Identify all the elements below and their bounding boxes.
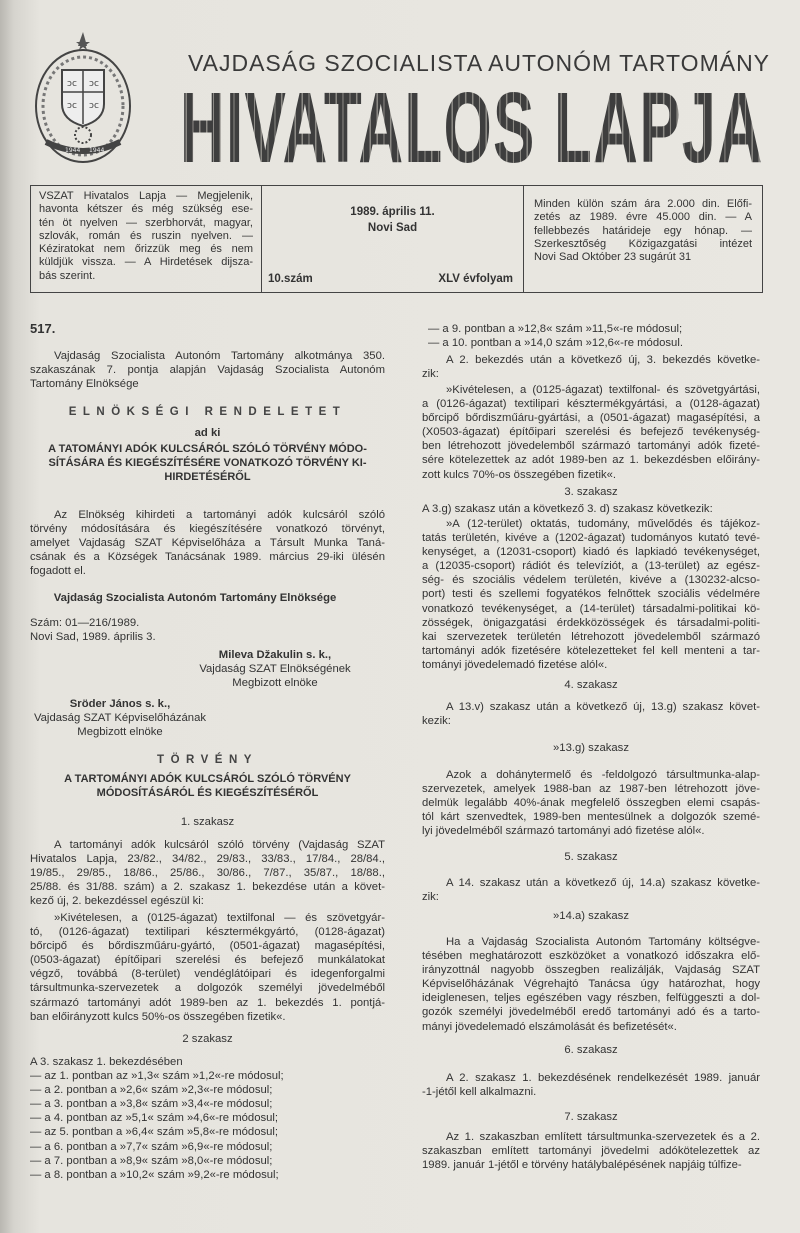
text-line: zott kulcs 70%-os összegében fizetik«. (422, 468, 617, 481)
publication-terms (31, 186, 262, 292)
publication-info-box (30, 185, 763, 293)
text-line: — a 7. pontban a »8,9« szám »8,0«-re módosul; (30, 1154, 273, 1167)
text-line: A 3. szakasz 1. bekezdésében (30, 1056, 183, 1068)
decree-heading: ELNÖKSÉGI RENDELETET (68, 406, 347, 418)
text-line: — az 1. pontban az »1,3« szám »1,2«-re módosul; (30, 1070, 284, 1083)
text-line: Ha a Vajdaság Szocialista Autonóm Tartomány költségve- (446, 936, 760, 948)
text-line: zösségek, önigazgatási érdekközösségek és társadalmi-politi- (422, 616, 760, 629)
text-line: A 2. szakasz 1. bekezdésének rendelkezését 1989. január (446, 1072, 760, 1084)
section-2-heading: 2 szakasz (182, 1033, 233, 1045)
coat-of-arms-emblem (32, 30, 134, 165)
text-line: »Kivételesen, a (0125-ágazat) textilfonal- és szövetgyártási, (446, 384, 760, 396)
reference-number: Szám: 01—216/1989. (30, 617, 140, 629)
section-6-paragraph (422, 1071, 760, 1099)
text-line: a (12035-csoport) rádiót és televíziót, a (13-terület) az egész- (422, 560, 760, 573)
text-line: 25/88. és 31/88. szám) a 2. szakasz 1. bekezdése után a követ- (30, 881, 385, 894)
section-2-list-continued (428, 322, 766, 350)
promulgation-paragraph (30, 508, 385, 578)
text-line: tatás területén, kivéve a (1202-ágazat) tudományos kutató tevé- (422, 532, 760, 545)
text-line: kenységet, a (12031-csoport) kiadó és lapkiadó tevékenységet, (422, 546, 760, 559)
emblem-year-right: 1944 (89, 147, 105, 154)
text-line: a (0126-ágazat) textilipari késztermékgyártási, a (0128-ágazat) (422, 398, 760, 411)
section-4-heading: 4. szakasz (564, 679, 618, 691)
text-line: szervezetek, amelyek 1988-ban az 1987-ben létrehozott jöve- (422, 783, 760, 796)
issue-number: 10.szám (268, 272, 313, 285)
text-line: 1989. január 1-jétől e törvény hatálybalépésének napjáig túlfize- (422, 1159, 742, 1172)
item-number: 517. (30, 321, 56, 336)
section-5-heading: 5. szakasz (564, 851, 618, 863)
text-line: Hivatalos Lapja, 23/82., 34/82., 29/83., 33/83., 17/84., 28/84., (30, 853, 385, 866)
intro-paragraph (30, 349, 385, 391)
section-1-quote (30, 911, 385, 1024)
text-line: végző, továbbá (8-terület) vendéglátóipari és idegenforgalmi (30, 968, 385, 981)
text-line: A TATOMÁNYI ADÓK KULCSÁRÓL SZÓLÓ TÖRVÉNY MÓDO- (48, 443, 367, 455)
svg-text:ↄc: ↄc (67, 79, 77, 89)
text-line: tól kárt szenvedtek, 1989-ben mentesülnek a dolgozók szemé- (422, 811, 760, 824)
signatory-name: Mileva Džakulin s. k., (218, 649, 332, 661)
section-5-paragraph (422, 876, 760, 904)
text-line: gozók személyi jövedelméből eredő tartományi adó és a tarto- (422, 1006, 760, 1019)
section-13g-heading: »13.g) szakasz (553, 742, 629, 754)
text-line: lyi jövedelméből származó tartományi adó fizetése alól«. (422, 825, 705, 838)
decree-ad-ki: ad ki (194, 427, 221, 439)
text-line: bőrcipő és bőrdiszműáru-gyártó, (0501-ágazat) magasépítési, (30, 940, 385, 953)
text-line: — a 6. pontban a »7,7« szám »6,9«-re módosul; (30, 1140, 273, 1153)
law-heading: TÖRVÉNY (157, 754, 258, 766)
text-line: A 2. bekezdés után a következő új, 3. bekezdés követke- (446, 354, 760, 366)
text-line: delmük legalább 40%-ának megfelelő összegben elemi csapás- (422, 797, 760, 810)
law-title (30, 772, 385, 800)
text-line: csának és a Községek Tanácsának 1989. március 29-iki ülésén (30, 551, 385, 564)
text-line: szakaszban említett tartományi jövedelmi adókötelezettek az (422, 1145, 760, 1158)
section-7-paragraph (422, 1130, 760, 1172)
text-line: — az 5. pontban a »6,4« szám »5,8«-re módosul; (30, 1126, 279, 1139)
signatory-1 (180, 648, 370, 690)
text-line: A 14. szakasz után a következő új, 14.a) szakasz követke- (446, 877, 760, 889)
issue-place: Novi Sad (367, 222, 418, 235)
section-13g-paragraph (422, 768, 760, 838)
text-line: irányzottnál nagyobb összegben realizálják, Vajdaság SZAT (422, 964, 760, 977)
text-line: (X0503-ágazat) építőipari szerelési és befejező tevékenység- (422, 426, 760, 439)
section-2-list (30, 1055, 385, 1182)
text-line: amelyet Vajdaság SZAT Képviselőháza a Társult Munka Taná- (30, 537, 385, 550)
text-line: Azok a dohánytermelő és -feldolgozó társultmunka-alap- (446, 769, 760, 781)
text-line: (0503-ágazat) építőipari szerelési és befejező munkálatokat (30, 954, 385, 967)
text-line: Kéziratokat nem őrizzük meg és nem (39, 243, 253, 256)
text-line: Minden külön szám ára 2.000 din. Előfi- (534, 198, 752, 210)
text-line: vonatkozó tevékenységet, a (14-terület) társadalmi-politikai kö- (422, 602, 760, 615)
text-line: szlovák, román és ruszin nyelven. — (39, 229, 253, 242)
section-4-paragraph (422, 700, 760, 728)
section-14a-paragraph (422, 935, 760, 1034)
text-line: — a 8. pontban a »10,2« szám »9,2«-re módosul; (30, 1168, 279, 1181)
text-line: A 13.v) szakasz után a következő új, 13.g) szakasz követ- (446, 701, 760, 713)
text-line: MÓDOSÍTÁSÁRÓL ÉS KIEGÉSZÍTÉSÉRŐL (96, 787, 319, 800)
issuer-name: Vajdaság Szocialista Autonóm Tartomány Elnöksége (53, 592, 337, 604)
svg-text:ↄc: ↄc (89, 101, 99, 111)
section-2-paragraph (422, 353, 760, 381)
text-line: mányi jövedelemadó elszámolását és befizetését«. (422, 1020, 677, 1033)
section-3-quote (422, 517, 760, 672)
text-line: havonta kétszer és még szükség ese- (39, 203, 253, 216)
emblem-year-left: 1944 (65, 147, 81, 154)
text-line: tó, (0126-ágazat) textilipari késztermékgyártó, (0128-ágazat) (30, 926, 385, 939)
text-line: kezik: (422, 715, 451, 728)
text-line: -1-jétől kell alkalmazni. (422, 1086, 537, 1099)
masthead-supertitle: VAJDASÁG SZOCIALISTA AUTONÓM TARTOMÁNY (188, 50, 771, 76)
text-line: zik: (422, 368, 439, 381)
text-line: kai szervezetek területén létrehozott jövedelemből származó (422, 630, 760, 643)
issue-volume: XLV évfolyam (438, 272, 513, 285)
text-line: társultmunka-szervezetek a dolgozók személyi jövedelméből (30, 982, 385, 995)
signatory-title: Megbizott elnöke (77, 726, 163, 739)
text-line: fellebbezés határideje egy hónap. — (534, 224, 752, 237)
text-line: zik: (422, 891, 439, 904)
text-line: A TARTOMÁNYI ADÓK KULCSÁRÓL SZÓLÓ TÖRVÉNY (64, 773, 351, 785)
text-line: sére kötelezettek az adót 1989-ben az 1. bekezdésben előirány- (422, 454, 760, 467)
text-line: törvény módosítására és kiegészítésére vonatkozó törvényt, (30, 523, 385, 536)
text-line: szakaszának 7. pontja alapján Vajdaság Szocialista Autonóm (30, 364, 385, 377)
section-7-heading: 7. szakasz (564, 1111, 618, 1123)
section-14a-heading: »14.a) szakasz (553, 910, 629, 922)
signatory-role: Vajdaság SZAT Képviselőházának (33, 712, 207, 725)
text-line: Szerkesztőség Közigazgatási intézet (534, 237, 752, 250)
signatory-title: Megbizott elnöke (232, 677, 318, 690)
text-line: Az Elnökség kihirdeti a tartományi adók kulcsáról szóló (54, 509, 385, 521)
text-line: VSZAT Hivatalos Lapja — Megjelenik, (39, 190, 253, 202)
text-line: HIRDETÉSÉRŐL (164, 471, 251, 484)
text-line: bőrcipő bőrdiszműáru-gyártási, a (0501-ágazat) magasépítési, a (422, 412, 760, 425)
text-line: — a 2. pontban a »2,6« szám »2,3«-re módosul; (30, 1084, 273, 1097)
section-3-paragraph (422, 502, 760, 516)
text-line: port) testi és szellemi fogyatékos felnőttek szociális védelmére (422, 588, 760, 601)
masthead-title: HIVATALOS LAPJA (180, 72, 764, 184)
text-line: ség- és szociális védelem területén, kivéve a (130232-alcso- (422, 574, 760, 587)
text-line: tésében meghatározott eszközöket a vonatkozó időszakra elő- (422, 950, 760, 963)
signatory-2 (30, 697, 210, 739)
text-line: ban előirányzott kulcs 50%-os összegében fizetik«. (30, 1010, 286, 1023)
text-line: Tartomány Elnöksége (30, 378, 139, 391)
text-line: »A (12-terület) oktatás, tudomány, művelődés és tájékoz- (446, 518, 760, 530)
issue-date: 1989. április 11. (350, 206, 435, 218)
section-1-heading: 1. szakasz (180, 816, 235, 828)
text-line: küldjük vissza. — A Hirdetések dijsza- (39, 256, 253, 269)
text-line: — a 4. pontban az »5,1« szám »4,6«-re módosul; (30, 1112, 279, 1125)
text-line: Novi Sad Október 23 sugárút 31 (534, 251, 692, 264)
section-6-heading: 6. szakasz (564, 1044, 618, 1056)
section-3-heading: 3. szakasz (564, 486, 618, 498)
text-line: bás szerint. (39, 269, 96, 282)
section-2-quote (422, 383, 760, 482)
reference-date: Novi Sad, 1989. április 3. (30, 631, 156, 643)
signatory-role: Vajdaság SZAT Elnökségének (199, 663, 351, 676)
text-line: »Kivételesen, a (0125-ágazat) textilfonal — és szövetgyár- (54, 912, 385, 924)
text-line: Az 1. szakaszban említett társultmunka-szervezetek és a 2. (446, 1131, 760, 1143)
text-line: Vajdaság Szocialista Autonóm Tartomány alkotmánya 350. (54, 350, 385, 362)
text-line: Képviselőházának Végrehajtó Tanácsa úgy határozhat, hogy (422, 978, 760, 991)
text-line: zetés az 1989. évre 45.000 din. — A (534, 211, 752, 224)
text-line: fogadott el. (30, 565, 86, 578)
text-line: SÍTÁSÁRA ÉS KIEGÉSZÍTÉSÉRE VONATKOZÓ TÖRVÉNY KI- (48, 457, 367, 470)
text-line: ideiglenesen, teljes egészében vagy részben, felfüggeszti a dol- (422, 992, 760, 1005)
text-line: tományi jövedelemadó fizetése alól«. (422, 658, 608, 671)
text-line: 19/85., 29/85., 18/86., 25/86., 30/86., 7/87., 35/87., 18/88., (30, 867, 385, 880)
signatory-name: Sröder János s. k., (69, 698, 171, 710)
text-line: — a 9. pontban a »12,8« szám »11,5«-re módosul; (428, 323, 683, 335)
text-line: A tartományi adók kulcsáról szóló törvény (Vajdaság SZAT (54, 839, 385, 851)
issue-info (262, 186, 524, 292)
text-line: — a 10. pontban a »14,0 szám »12,6«-re módosul. (428, 337, 683, 350)
text-line: — a 3. pontban a »3,8« szám »3,4«-re módosul; (30, 1098, 273, 1111)
text-line: származó tartományi adót 1989-ben az 1. bekezdés 1. pontjá- (30, 996, 385, 1009)
svg-text:ↄc: ↄc (89, 79, 99, 89)
decree-title (30, 442, 385, 484)
text-line: A 3.g) szakasz után a következő 3. d) szakasz következik: (422, 503, 713, 515)
text-line: tartományi adók fizetésére kötelezetteket fel kell menteni a tar- (422, 644, 760, 657)
svg-text:ↄc: ↄc (67, 101, 77, 111)
subscription-info (524, 186, 762, 292)
section-1-paragraph (30, 838, 385, 908)
text-line: tén öt nyelven — szerbhorvát, magyar, (39, 216, 253, 229)
text-line: ben létrehozott jövedelemből származó tartományi adók fizeté- (422, 440, 760, 453)
text-line: kező új, 2. bekezdéssel egészül ki: (30, 895, 204, 908)
